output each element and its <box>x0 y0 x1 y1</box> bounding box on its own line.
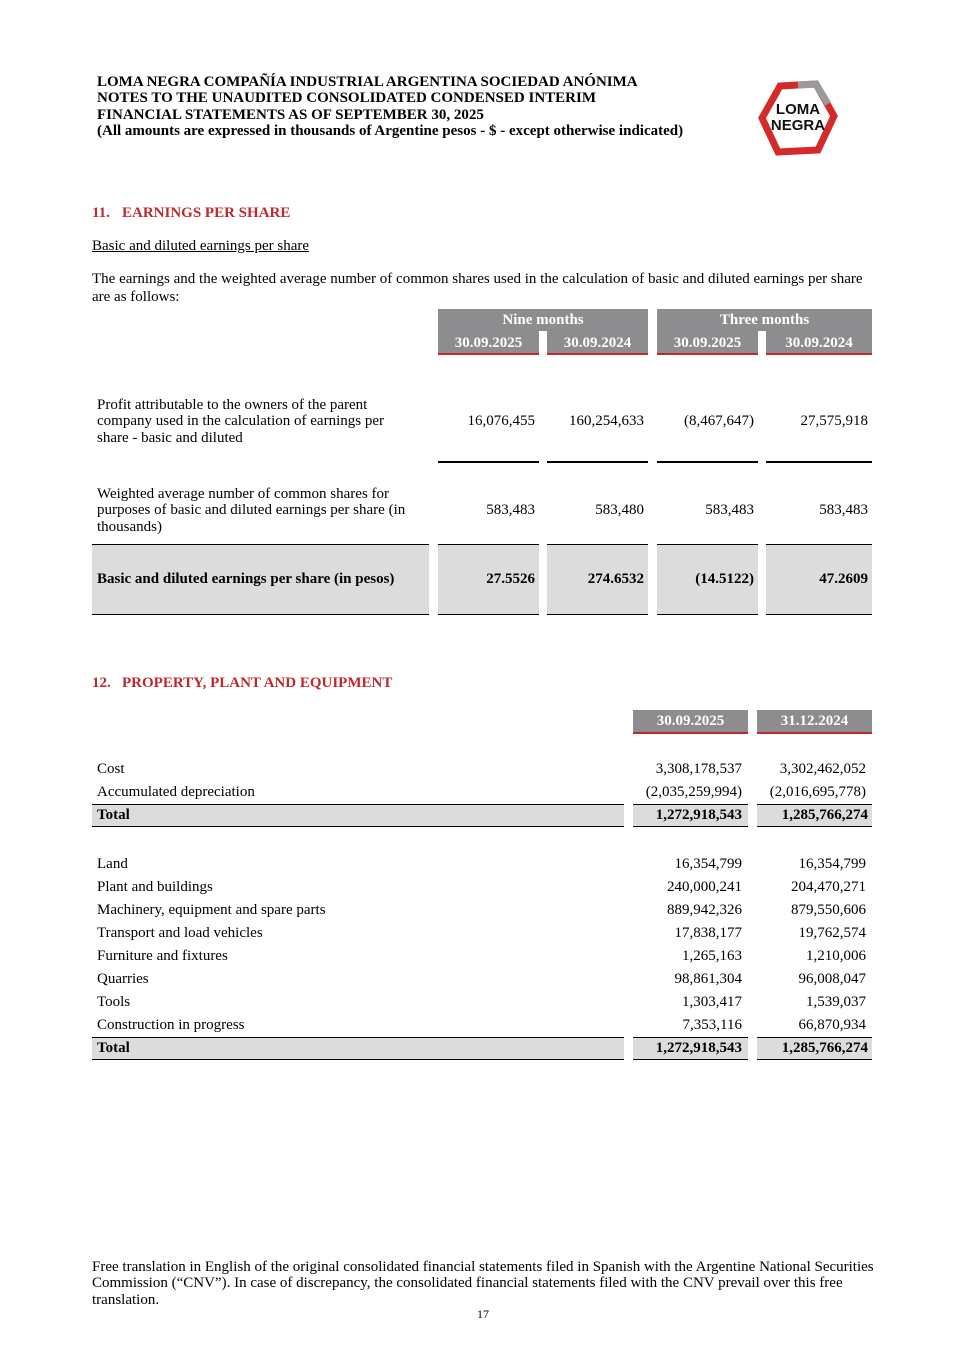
eps-intro: The earnings and the weighted average number of common shares used in the calculation of basic and diluted earnings per share are as follows: <box>92 271 863 305</box>
ppe-row-label: Cost <box>97 761 125 777</box>
ppe-value: 3,308,178,537 <box>655 761 742 777</box>
eps-value: 27,575,918 <box>800 413 868 429</box>
ppe-value: (2,035,259,994) <box>645 784 742 800</box>
divider <box>766 461 872 463</box>
eps-value: 27.5526 <box>486 571 535 587</box>
eps-subtitle: Basic and diluted earnings per share <box>92 238 310 254</box>
ppe-value: 879,550,606 <box>791 902 866 918</box>
ppe-row-label: Furniture and fixtures <box>97 948 228 964</box>
ppe-row-label: Transport and load vehicles <box>97 925 263 941</box>
section-title-text: PROPERTY, PLANT AND EQUIPMENT <box>122 675 393 691</box>
page-number: 17 <box>477 1307 489 1321</box>
group-header-three-months: Three months <box>657 309 872 331</box>
ppe-row <box>0 925 966 948</box>
column-header: 30.09.2024 <box>766 331 872 355</box>
document-header <box>97 74 737 139</box>
section-title-text: EARNINGS PER SHARE <box>122 205 291 221</box>
eps-value: 274.6532 <box>587 571 644 587</box>
ppe-value: 96,008,047 <box>798 971 866 987</box>
ppe-value: 1,272,918,543 <box>655 1040 742 1056</box>
ppe-value: 19,762,574 <box>798 925 866 941</box>
ppe-row <box>0 971 966 994</box>
section-number: 11. <box>92 205 110 221</box>
ppe-row-label: Construction in progress <box>97 1017 245 1033</box>
ppe-row-label: Tools <box>97 994 131 1010</box>
ppe-row <box>0 948 966 971</box>
group-header-nine-months: Nine months <box>438 309 648 331</box>
loma-negra-logo <box>758 80 838 158</box>
eps-value: 47.2609 <box>819 571 868 587</box>
svg-text:LOMA: LOMA <box>775 101 821 118</box>
ppe-value: 240,000,241 <box>667 879 742 895</box>
ppe-value: 17,838,177 <box>674 925 742 941</box>
header-line: (All amounts are expressed in thousands of Argentine pesos - $ - except otherwise indicated) <box>97 122 684 139</box>
header-line: FINANCIAL STATEMENTS AS OF SEPTEMBER 30, 2025 <box>97 106 484 123</box>
divider <box>657 461 758 463</box>
ppe-value: 66,870,934 <box>798 1017 866 1033</box>
eps-row-label: Weighted average number of common shares for purposes of basic and diluted earnings per share (in thousands) <box>97 486 406 535</box>
eps-value: (14.5122) <box>695 571 754 587</box>
ppe-value: 1,285,766,274 <box>781 1040 868 1056</box>
ppe-value: 16,354,799 <box>798 856 866 872</box>
ppe-row <box>0 856 966 879</box>
ppe-row-label: Plant and buildings <box>97 879 213 895</box>
section-number: 12. <box>92 675 111 691</box>
ppe-row <box>0 994 966 1017</box>
eps-row-label: Basic and diluted earnings per share (in pesos) <box>97 571 395 587</box>
eps-value: 583,480 <box>595 502 644 518</box>
column-header: 30.09.2025 <box>633 710 748 734</box>
ppe-row-label: Accumulated depreciation <box>97 784 255 800</box>
ppe-value: 7,353,116 <box>682 1017 742 1033</box>
ppe-row-label: Total <box>97 807 130 823</box>
eps-value: 16,076,455 <box>467 413 535 429</box>
section-title-eps <box>92 205 290 222</box>
ppe-value: 3,302,462,052 <box>779 761 866 777</box>
ppe-value: 1,272,918,543 <box>655 807 742 823</box>
divider <box>547 461 648 463</box>
footer-note: Free translation in English of the original consolidated financial statements filed in Spanish with the Argentine National Securities Commission (“CNV”). In case of discrepancy, the consolidated financial statements filed with the CNV prevail over this free translation. <box>92 1259 874 1308</box>
divider <box>438 461 539 463</box>
eps-value: 160,254,633 <box>569 413 644 429</box>
ppe-row-label: Machinery, equipment and spare parts <box>97 902 326 918</box>
ppe-row <box>0 761 966 784</box>
column-header: 31.12.2024 <box>757 710 872 734</box>
ppe-value: 1,539,037 <box>806 994 866 1010</box>
ppe-value: 16,354,799 <box>674 856 742 872</box>
ppe-row-label: Land <box>97 856 128 872</box>
eps-value: 583,483 <box>819 502 868 518</box>
ppe-value: 204,470,271 <box>791 879 866 895</box>
eps-value: 583,483 <box>486 502 535 518</box>
ppe-value: 1,303,417 <box>682 994 742 1010</box>
column-header: 30.09.2025 <box>438 331 539 355</box>
ppe-total-row <box>0 804 966 827</box>
ppe-row <box>0 902 966 925</box>
ppe-total-row <box>0 1037 966 1060</box>
header-line: LOMA NEGRA COMPAÑÍA INDUSTRIAL ARGENTINA SOCIEDAD ANÓNIMA <box>97 74 638 90</box>
ppe-row <box>0 879 966 902</box>
ppe-row-label: Quarries <box>97 971 149 987</box>
eps-value: 583,483 <box>705 502 754 518</box>
ppe-row-label: Total <box>97 1040 130 1056</box>
ppe-value: 1,285,766,274 <box>781 807 868 823</box>
ppe-value: 98,861,304 <box>674 971 742 987</box>
section-title-ppe <box>92 675 392 692</box>
ppe-value: 1,210,006 <box>806 948 866 964</box>
ppe-value: 889,942,326 <box>667 902 742 918</box>
header-line: NOTES TO THE UNAUDITED CONSOLIDATED CONDENSED INTERIM <box>97 90 596 107</box>
column-header: 30.09.2024 <box>547 331 648 355</box>
column-header: 30.09.2025 <box>657 331 758 355</box>
ppe-value: (2,016,695,778) <box>769 784 866 800</box>
eps-row-label: Profit attributable to the owners of the parent company used in the calculation of earnings per share - basic and diluted <box>97 397 384 446</box>
ppe-value: 1,265,163 <box>682 948 742 964</box>
eps-value: (8,467,647) <box>684 413 754 429</box>
svg-text:NEGRA: NEGRA <box>770 117 826 134</box>
